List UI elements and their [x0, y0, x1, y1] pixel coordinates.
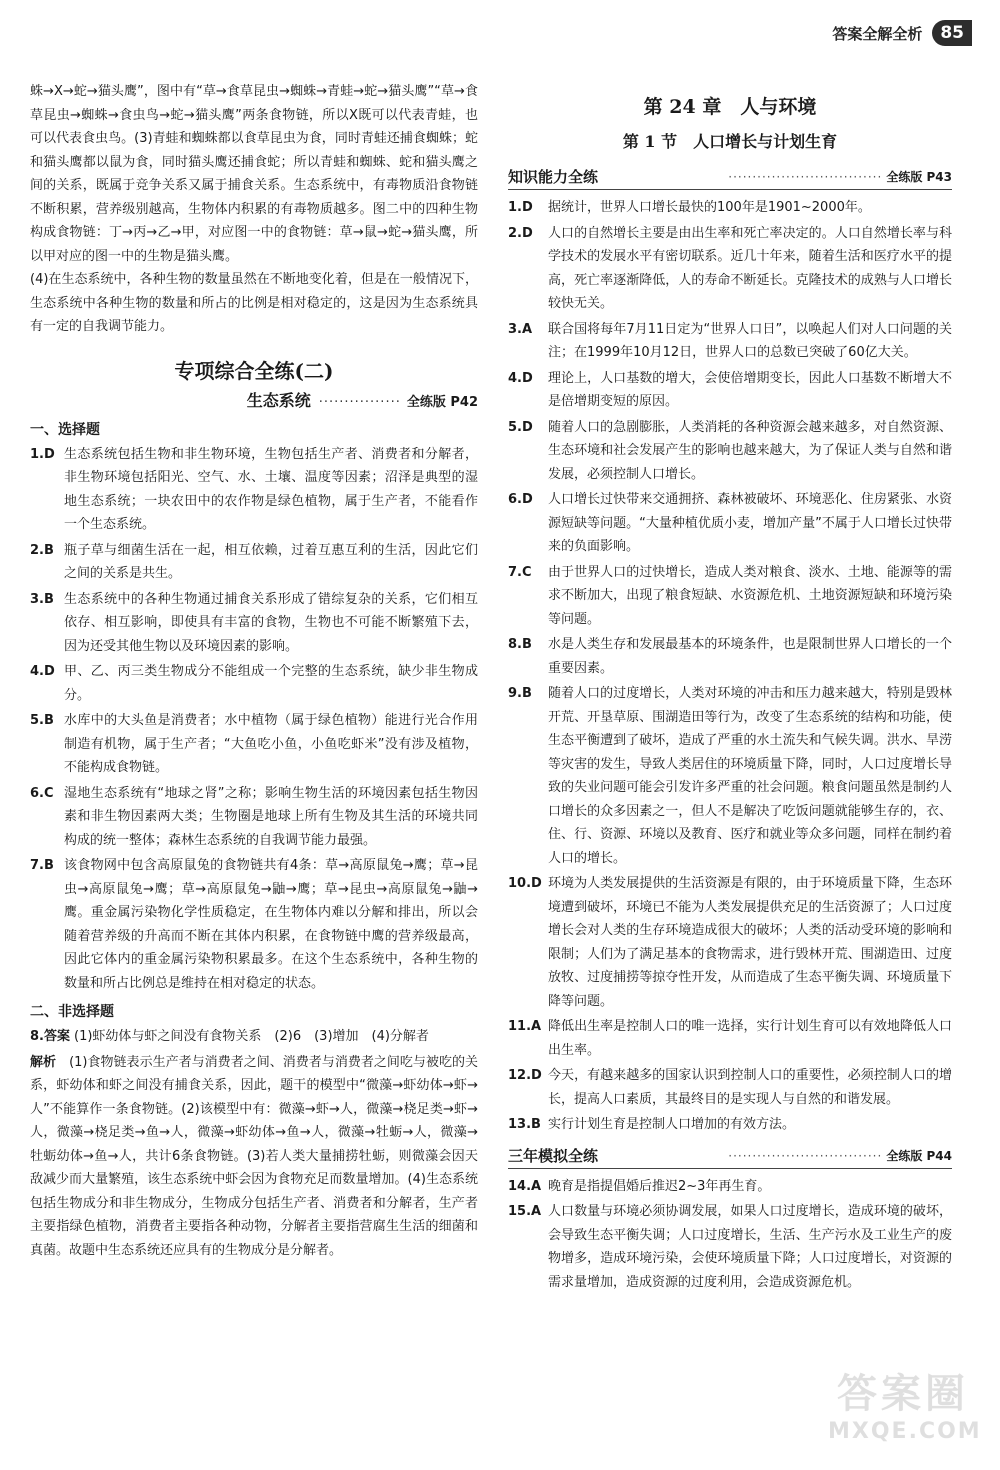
watermark-logo	[828, 1362, 982, 1452]
item-number: 5.D	[508, 419, 533, 435]
answer-item	[30, 539, 478, 586]
answer-item	[508, 1015, 952, 1062]
section-title: 专项综合全练(二)	[174, 358, 334, 383]
section-subtitle: 第 1 节 人口增长与计划生育	[622, 132, 838, 151]
answer-item	[30, 443, 478, 537]
item-text: 随着人口的过度增长，人类对环境的冲击和压力越来越大，特别是毁林开荒、开垦草原、围湖造田等行为，改变了生态系统的结构和功能，使生态平衡遭到了破坏，造成了严重的水土流失和气候失调。洪水、旱涝等灾害的发生，导致人类居住的环境质量下降，同时，人口过度增长导致的失业问题可能会引发许多严重的社会问题。粮食问题虽然是制约人口增长的众多因素之一，但人不是解决了吃饭问题就能够生存的，衣、住、行、资源、环境以及教育、医疗和就业等众多问题，同样在制约着人口的增长。	[548, 686, 952, 866]
band-knowledge	[508, 166, 952, 190]
answer-item	[508, 318, 952, 365]
page-header	[832, 16, 972, 50]
item-text: 理论上，人口基数的增大，会使倍增期变长，因此人口基数不断增大不是倍增期变短的原因。	[548, 370, 952, 409]
sub-title: 生态系统	[246, 390, 311, 410]
answer-item	[30, 709, 478, 780]
analysis-label: 解析	[30, 1054, 57, 1070]
item-number: 7.C	[508, 564, 532, 580]
analysis-paragraph	[30, 1051, 478, 1263]
item-text: 联合国将每年7月11日定为“世界人口日”，以唤起人们对人口问题的关注；在1999年10月12日，世界人口的总数已突破了60亿大关。	[548, 321, 952, 360]
item-text: 瓶子草与细菌生活在一起，相互依赖，过着互惠互利的生活，因此它们之间的关系是共生。	[64, 542, 478, 581]
item-number: 11.A	[508, 1019, 542, 1034]
item-text: 随着人口的急剧膨胀，人类消耗的各种资源会越来越多，对自然资源、生态环境和社会发展产生的影响也越来越大，为了保证人类与自然和谐发展，必须控制人口增长。	[548, 419, 952, 482]
item-text: 环境为人类发展提供的生活资源是有限的，由于环境质量下降，生态环境遭到破坏，环境已不能为人类发展提供充足的生活资源了；人口过度增长会对人类的生存环境造成很大的破坏；人类的活动受环境的影响和限制；人们为了满足基本的食物需求，进行毁林开荒、围湖造田、过度放牧、过度捕捞等掠夺性开发，从而造成了生态平衡失调、环境质量下降等问题。	[548, 876, 952, 1009]
item-number: 1.D	[30, 446, 55, 462]
answer-item	[30, 660, 478, 707]
group-heading-nonchoice: 二、非选择题	[30, 1004, 114, 1020]
band-three-year	[508, 1145, 952, 1169]
item-number: 8.B	[508, 637, 532, 652]
item-text: 晚育是指提倡婚后推迟2~3年再生育。	[548, 1178, 771, 1194]
answer-item	[30, 1025, 478, 1049]
answer-item	[508, 682, 952, 870]
item-text: 实行计划生育是控制人口增加的有效方法。	[548, 1117, 796, 1132]
group-heading-choice: 一、选择题	[30, 421, 100, 438]
band-title: 三年模拟全练	[508, 1146, 599, 1165]
item-number: 6.D	[508, 492, 533, 507]
item-number: 4.D	[30, 664, 55, 679]
sub-title-ref: 全练版 P42	[406, 394, 478, 410]
item-text: 人口数量与环境必须协调发展，如果人口过度增长，造成环境的破坏，会导致生态平衡失调；人口过度增长，生活、生产污水及工业生产的废物增多，造成环境污染，会使环境质量下降；人口过度增长，对资源的需求量增加，造成资源的过度利用，会造成资源危机。	[548, 1204, 952, 1290]
item-text: 降低出生率是控制人口的唯一选择，实行计划生育可以有效地降低人口出生率。	[548, 1019, 952, 1058]
answer-item	[508, 561, 952, 632]
band-ref: ································ 全练版 P44	[728, 1148, 952, 1163]
item-number: 15.A	[508, 1204, 542, 1219]
item-number: 1.D	[508, 200, 533, 215]
watermark-bottom: MXQE.COM	[828, 1419, 982, 1444]
answer-item	[30, 854, 478, 995]
item-text: 水库中的大头鱼是消费者；水中植物（属于绿色植物）能进行光合作用制造有机物，属于生产者；“大鱼吃小鱼，小鱼吃虾米”没有涉及植物，不能构成食物链。	[64, 713, 478, 775]
item-text: 生态系统包括生物和非生物环境，生物包括生产者、消费者和分解者，非生物环境包括阳光、空气、水、土壤、温度等因素；沼泽是典型的湿地生态系统；一块农田中的农作物是绿色植物，属于生产者，不能看作一个生态系统。	[64, 446, 478, 532]
band-title: 知识能力全练	[508, 168, 599, 186]
item-text: 水是人类生存和发展最基本的环境条件，也是限制世界人口增长的一个重要因素。	[548, 637, 952, 676]
answer-item	[508, 1175, 952, 1199]
item-number: 2.B	[30, 542, 54, 558]
answer-item	[508, 1113, 952, 1137]
item-text: 人口增长过快带来交通拥挤、森林被破坏、环境恶化、住房紧张、水资源短缺等问题。“大量种植优质小麦，增加产量”不属于人口增长过快带来的负面影响。	[548, 492, 952, 554]
answer-item	[508, 633, 952, 680]
answer-item	[508, 1200, 952, 1294]
item-text: 人口的自然增长主要是由出生率和死亡率决定的。人口自然增长率与科学技术的发展水平有密切联系。近几十年来，随着生活和医疗水平的提高，死亡率逐渐降低，人的寿命不断延长。克隆技术的成熟与人口增长较快无关。	[548, 225, 952, 311]
answer-item	[508, 367, 952, 414]
item-text: 生态系统中的各种生物通过捕食关系形成了错综复杂的关系，它们相互依存、相互影响，即使具有丰富的食物，生物也不可能不断繁殖下去，因为还受其他生物以及环境因素的影响。	[64, 591, 478, 654]
item-number: 6.C	[30, 785, 54, 801]
item-number: 12.D	[508, 1068, 542, 1083]
page-number: 85	[932, 20, 972, 46]
band-ref: ································ 全练版 P43	[728, 170, 952, 184]
left-column	[30, 80, 478, 1262]
answer-item	[508, 488, 952, 559]
item-number: 2.D	[508, 225, 533, 241]
leader-dots: ················	[318, 394, 401, 410]
item-number: 3.A	[508, 321, 533, 337]
item-number: 13.B	[508, 1117, 541, 1132]
analysis-text: (1)食物链表示生产者与消费者之间、消费者与消费者之间吃与被吃的关系，虾幼体和虾之间没有捕食关系，因此，题干的模型中“微藻→虾幼体→虾→人”不能算作一条食物链。(2)该模型中有：微藻→虾→人，微藻→桡足类→虾→人，微藻→桡足类→鱼→人，微藻→虾幼体→鱼→人，微藻→牡蛎→人，微藻→牡蛎幼体→鱼→人，共计6条食物链。(3)若人类大量捕捞牡蛎，则微藻会因天敌减少而大量繁殖，该生态系统中虾会因为食物充足而数量增加。(4)生态系统包括生物成分和非生物成分，生物成分包括生产者、消费者和分解者，生产者主要指绿色植物，消费者主要指各种动物，分解者主要指营腐生生活的细菌和真菌。故题中生态系统还应具有的生物成分是分解者。	[30, 1054, 478, 1258]
item-number: 9.B	[508, 686, 532, 701]
answer-item	[30, 588, 478, 659]
answer-item	[508, 196, 952, 220]
item-number: 14.A	[508, 1178, 542, 1194]
item-text: 该食物网中包含高原鼠兔的食物链共有4条：草→高原鼠兔→鹰；草→昆虫→高原鼠兔→鹰；草→高原鼠兔→鼬→鹰；草→昆虫→高原鼠兔→鼬→鹰。重金属污染物化学性质稳定，在生物体内难以分解和排出，所以会随着营养级的升高而不断在其体内积累，在食物链中鹰的营养级最高，因此它体内的重金属污染物积累最多。在这个生态系统中，各种生物的数量和所占比例总是维持在相对稳定的状态。	[64, 858, 478, 991]
answer-item	[508, 222, 952, 316]
item-text: 甲、乙、丙三类生物成分不能组成一个完整的生态系统，缺少非生物成分。	[64, 664, 478, 703]
answer-item	[508, 1064, 952, 1111]
answer-item	[508, 416, 952, 487]
chapter-title: 第 24 章 人与环境	[643, 96, 817, 118]
item-text: 据统计，世界人口增长最快的100年是1901~2000年。	[548, 200, 871, 215]
item-text: 由于世界人口的过快增长，造成人类对粮食、淡水、土地、能源等的需求不断加大，出现了粮食短缺、水资源危机、土地资源短缺和环境污染等问题。	[548, 564, 952, 627]
intro-paragraph-1: 蛛→X→蛇→猫头鹰”，图中有“草→食草昆虫→蜘蛛→青蛙→蛇→猫头鹰”“草→食草昆虫→蜘蛛→食虫鸟→蛇→猫头鹰”两条食物链，所以X既可以代表青蛙，也可以代表食虫鸟。(3)青蛙和蜘蛛都以食草昆虫为食，同时青蛙还捕食蜘蛛；蛇和猫头鹰都以鼠为食，同时猫头鹰还捕食蛇；所以青蛙和蜘蛛、蛇和猫头鹰之间的关系，既属于竞争关系又属于捕食关系。生态系统中，有毒物质沿食物链不断积累，营养级别越高，生物体内积累的有毒物质越多。图二中的四种生物构成食物链：丁→丙→乙→甲，对应图一中的食物链：草→鼠→蛇→猫头鹰，所以甲对应的图一中的生物是猫头鹰。	[30, 84, 478, 264]
item-text: 今天，有越来越多的国家认识到控制人口的重要性，必须控制人口的增长，提高人口素质，其最终目的是实现人与自然的和谐发展。	[548, 1068, 952, 1107]
item-text: 湿地生态系统有“地球之肾”之称；影响生物生活的环境因素包括生物因素和非生物因素两大类；生物圈是地球上所有生物及其生活的环境共同构成的统一整体；森林生态系统的自我调节能力最强。	[64, 785, 478, 848]
item-number: 10.D	[508, 876, 542, 891]
item-number: 3.B	[30, 591, 54, 607]
item-number: 8.答案	[30, 1029, 70, 1044]
item-number: 4.D	[508, 370, 533, 386]
watermark-top: 答案圈	[837, 1371, 969, 1417]
sub-title-row	[30, 388, 478, 411]
item-number: 5.B	[30, 713, 54, 728]
right-column	[508, 92, 952, 1296]
item-number: 7.B	[30, 858, 54, 873]
item-text: (1)虾幼体与虾之间没有食物关系 (2)6 (3)增加 (4)分解者	[74, 1029, 429, 1044]
intro-paragraph-2: (4)在生态系统中，各种生物的数量虽然在不断地变化着，但是在一般情况下，生态系统中各种生物的数量和所占的比例是相对稳定的，这是因为生态系统具有一定的自我调节能力。	[30, 272, 478, 334]
answer-item	[30, 782, 478, 853]
header-label: 答案全解全析	[832, 24, 923, 43]
answer-item	[508, 872, 952, 1013]
